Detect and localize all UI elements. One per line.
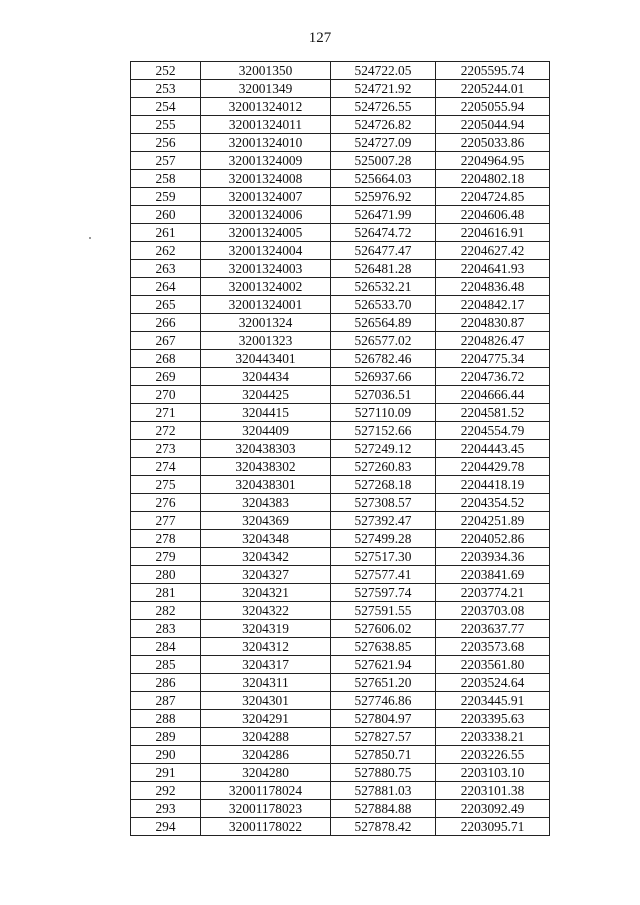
point-index-cell: 275	[131, 476, 201, 494]
point-index-cell: 260	[131, 206, 201, 224]
point-id-cell: 32001324009	[201, 152, 331, 170]
point-index-cell: 255	[131, 116, 201, 134]
table-row	[131, 350, 550, 368]
x-coordinate-cell: 524722.05	[331, 62, 436, 80]
point-id-cell: 32001324004	[201, 242, 331, 260]
point-index-cell: 265	[131, 296, 201, 314]
point-index-cell: 263	[131, 260, 201, 278]
y-coordinate-cell: 2203095.71	[436, 818, 550, 836]
point-id-cell: 32001324002	[201, 278, 331, 296]
x-coordinate-cell: 527881.03	[331, 782, 436, 800]
y-coordinate-cell: 2205595.74	[436, 62, 550, 80]
point-index-cell: 284	[131, 638, 201, 656]
point-id-cell: 3204434	[201, 368, 331, 386]
point-id-cell: 32001324012	[201, 98, 331, 116]
table-row	[131, 548, 550, 566]
table-row	[131, 116, 550, 134]
table-row	[131, 782, 550, 800]
x-coordinate-cell: 527827.57	[331, 728, 436, 746]
y-coordinate-cell: 2204429.78	[436, 458, 550, 476]
table-row	[131, 620, 550, 638]
table-row	[131, 818, 550, 836]
point-index-cell: 266	[131, 314, 201, 332]
y-coordinate-cell: 2203561.80	[436, 656, 550, 674]
point-id-cell: 3204301	[201, 692, 331, 710]
y-coordinate-cell: 2205244.01	[436, 80, 550, 98]
x-coordinate-cell: 524721.92	[331, 80, 436, 98]
y-coordinate-cell: 2203703.08	[436, 602, 550, 620]
y-coordinate-cell: 2204666.44	[436, 386, 550, 404]
x-coordinate-cell: 524726.55	[331, 98, 436, 116]
point-id-cell: 32001178024	[201, 782, 331, 800]
x-coordinate-cell: 525976.92	[331, 188, 436, 206]
y-coordinate-cell: 2205044.94	[436, 116, 550, 134]
y-coordinate-cell: 2203092.49	[436, 800, 550, 818]
y-coordinate-cell: 2203103.10	[436, 764, 550, 782]
y-coordinate-cell: 2204964.95	[436, 152, 550, 170]
x-coordinate-cell: 527621.94	[331, 656, 436, 674]
x-coordinate-cell: 526577.02	[331, 332, 436, 350]
y-coordinate-cell: 2204606.48	[436, 206, 550, 224]
table-row	[131, 152, 550, 170]
table-row	[131, 260, 550, 278]
point-index-cell: 257	[131, 152, 201, 170]
point-index-cell: 256	[131, 134, 201, 152]
x-coordinate-cell: 526474.72	[331, 224, 436, 242]
y-coordinate-cell: 2204554.79	[436, 422, 550, 440]
point-id-cell: 32001324	[201, 314, 331, 332]
point-id-cell: 3204291	[201, 710, 331, 728]
x-coordinate-cell: 526533.70	[331, 296, 436, 314]
y-coordinate-cell: 2204443.45	[436, 440, 550, 458]
x-coordinate-cell: 527499.28	[331, 530, 436, 548]
y-coordinate-cell: 2204836.48	[436, 278, 550, 296]
y-coordinate-cell: 2204052.86	[436, 530, 550, 548]
x-coordinate-cell: 527249.12	[331, 440, 436, 458]
table-row	[131, 476, 550, 494]
y-coordinate-cell: 2203774.21	[436, 584, 550, 602]
x-coordinate-cell: 524727.09	[331, 134, 436, 152]
table-row	[131, 656, 550, 674]
y-coordinate-cell: 2203573.68	[436, 638, 550, 656]
point-index-cell: 269	[131, 368, 201, 386]
point-index-cell: 253	[131, 80, 201, 98]
x-coordinate-cell: 527260.83	[331, 458, 436, 476]
point-id-cell: 32001178023	[201, 800, 331, 818]
point-index-cell: 293	[131, 800, 201, 818]
y-coordinate-cell: 2203395.63	[436, 710, 550, 728]
point-id-cell: 320438301	[201, 476, 331, 494]
point-index-cell: 277	[131, 512, 201, 530]
y-coordinate-cell: 2204842.17	[436, 296, 550, 314]
coordinates-table-body	[131, 62, 550, 836]
point-id-cell: 3204322	[201, 602, 331, 620]
point-index-cell: 262	[131, 242, 201, 260]
point-id-cell: 32001324008	[201, 170, 331, 188]
table-row	[131, 278, 550, 296]
y-coordinate-cell: 2204802.18	[436, 170, 550, 188]
point-index-cell: 287	[131, 692, 201, 710]
x-coordinate-cell: 527110.09	[331, 404, 436, 422]
y-coordinate-cell: 2204830.87	[436, 314, 550, 332]
point-id-cell: 3204288	[201, 728, 331, 746]
point-id-cell: 3204286	[201, 746, 331, 764]
table-row	[131, 404, 550, 422]
y-coordinate-cell: 2205055.94	[436, 98, 550, 116]
table-row	[131, 386, 550, 404]
point-id-cell: 3204317	[201, 656, 331, 674]
x-coordinate-cell: 527597.74	[331, 584, 436, 602]
y-coordinate-cell: 2203524.64	[436, 674, 550, 692]
point-id-cell: 32001324010	[201, 134, 331, 152]
table-row	[131, 602, 550, 620]
table-row	[131, 800, 550, 818]
y-coordinate-cell: 2204641.93	[436, 260, 550, 278]
point-id-cell: 32001324001	[201, 296, 331, 314]
x-coordinate-cell: 526481.28	[331, 260, 436, 278]
point-id-cell: 32001324011	[201, 116, 331, 134]
point-id-cell: 3204425	[201, 386, 331, 404]
point-index-cell: 283	[131, 620, 201, 638]
point-id-cell: 32001324007	[201, 188, 331, 206]
point-index-cell: 271	[131, 404, 201, 422]
point-index-cell: 252	[131, 62, 201, 80]
x-coordinate-cell: 526477.47	[331, 242, 436, 260]
point-index-cell: 292	[131, 782, 201, 800]
point-index-cell: 274	[131, 458, 201, 476]
point-id-cell: 32001324006	[201, 206, 331, 224]
y-coordinate-cell: 2203637.77	[436, 620, 550, 638]
point-id-cell: 3204319	[201, 620, 331, 638]
table-row	[131, 764, 550, 782]
y-coordinate-cell: 2204616.91	[436, 224, 550, 242]
table-row	[131, 170, 550, 188]
y-coordinate-cell: 2203338.21	[436, 728, 550, 746]
table-row	[131, 188, 550, 206]
table-row	[131, 134, 550, 152]
point-index-cell: 270	[131, 386, 201, 404]
table-row	[131, 674, 550, 692]
table-row	[131, 440, 550, 458]
x-coordinate-cell: 527152.66	[331, 422, 436, 440]
x-coordinate-cell: 527392.47	[331, 512, 436, 530]
x-coordinate-cell: 526471.99	[331, 206, 436, 224]
point-index-cell: 273	[131, 440, 201, 458]
x-coordinate-cell: 527591.55	[331, 602, 436, 620]
y-coordinate-cell: 2203841.69	[436, 566, 550, 584]
point-id-cell: 32001350	[201, 62, 331, 80]
point-id-cell: 3204327	[201, 566, 331, 584]
x-coordinate-cell: 527606.02	[331, 620, 436, 638]
table-row	[131, 584, 550, 602]
y-coordinate-cell: 2204418.19	[436, 476, 550, 494]
point-id-cell: 3204409	[201, 422, 331, 440]
point-index-cell: 290	[131, 746, 201, 764]
y-coordinate-cell: 2204724.85	[436, 188, 550, 206]
point-index-cell: 280	[131, 566, 201, 584]
x-coordinate-cell: 527884.88	[331, 800, 436, 818]
table-row	[131, 98, 550, 116]
x-coordinate-cell: 525664.03	[331, 170, 436, 188]
page-number: 127	[308, 30, 332, 46]
table-row	[131, 458, 550, 476]
point-index-cell: 276	[131, 494, 201, 512]
y-coordinate-cell: 2204581.52	[436, 404, 550, 422]
y-coordinate-cell: 2204251.89	[436, 512, 550, 530]
table-row	[131, 746, 550, 764]
point-id-cell: 320443401	[201, 350, 331, 368]
point-id-cell: 32001323	[201, 332, 331, 350]
table-row	[131, 692, 550, 710]
point-index-cell: 264	[131, 278, 201, 296]
point-id-cell: 3204321	[201, 584, 331, 602]
point-index-cell: 261	[131, 224, 201, 242]
y-coordinate-cell: 2203445.91	[436, 692, 550, 710]
table-row	[131, 530, 550, 548]
point-index-cell: 286	[131, 674, 201, 692]
x-coordinate-cell: 527804.97	[331, 710, 436, 728]
x-coordinate-cell: 527517.30	[331, 548, 436, 566]
x-coordinate-cell: 524726.82	[331, 116, 436, 134]
point-index-cell: 278	[131, 530, 201, 548]
point-id-cell: 320438302	[201, 458, 331, 476]
point-id-cell: 3204311	[201, 674, 331, 692]
x-coordinate-cell: 526937.66	[331, 368, 436, 386]
table-row	[131, 314, 550, 332]
y-coordinate-cell: 2203226.55	[436, 746, 550, 764]
y-coordinate-cell: 2204826.47	[436, 332, 550, 350]
table-row	[131, 62, 550, 80]
point-index-cell: 258	[131, 170, 201, 188]
point-index-cell: 272	[131, 422, 201, 440]
point-index-cell: 291	[131, 764, 201, 782]
x-coordinate-cell: 527880.75	[331, 764, 436, 782]
point-id-cell: 3204369	[201, 512, 331, 530]
point-id-cell: 32001178022	[201, 818, 331, 836]
table-row	[131, 422, 550, 440]
point-index-cell: 279	[131, 548, 201, 566]
point-id-cell: 3204312	[201, 638, 331, 656]
y-coordinate-cell: 2203101.38	[436, 782, 550, 800]
point-id-cell: 3204348	[201, 530, 331, 548]
x-coordinate-cell: 526782.46	[331, 350, 436, 368]
y-coordinate-cell: 2204627.42	[436, 242, 550, 260]
x-coordinate-cell: 527746.86	[331, 692, 436, 710]
table-row	[131, 728, 550, 746]
y-coordinate-cell: 2205033.86	[436, 134, 550, 152]
coordinates-table	[130, 61, 550, 836]
point-index-cell: 254	[131, 98, 201, 116]
table-row	[131, 332, 550, 350]
table-row	[131, 296, 550, 314]
point-index-cell: 268	[131, 350, 201, 368]
x-coordinate-cell: 527638.85	[331, 638, 436, 656]
y-coordinate-cell: 2204736.72	[436, 368, 550, 386]
y-coordinate-cell: 2204775.34	[436, 350, 550, 368]
point-index-cell: 267	[131, 332, 201, 350]
point-id-cell: 3204280	[201, 764, 331, 782]
x-coordinate-cell: 526564.89	[331, 314, 436, 332]
table-row	[131, 494, 550, 512]
table-row	[131, 368, 550, 386]
point-id-cell: 320438303	[201, 440, 331, 458]
x-coordinate-cell: 527036.51	[331, 386, 436, 404]
x-coordinate-cell: 527651.20	[331, 674, 436, 692]
table-row	[131, 638, 550, 656]
table-row	[131, 512, 550, 530]
x-coordinate-cell: 526532.21	[331, 278, 436, 296]
x-coordinate-cell: 525007.28	[331, 152, 436, 170]
scan-speck	[89, 237, 91, 239]
table-row	[131, 80, 550, 98]
point-id-cell: 32001349	[201, 80, 331, 98]
table-row	[131, 566, 550, 584]
point-index-cell: 288	[131, 710, 201, 728]
x-coordinate-cell: 527577.41	[331, 566, 436, 584]
x-coordinate-cell: 527268.18	[331, 476, 436, 494]
x-coordinate-cell: 527308.57	[331, 494, 436, 512]
table-row	[131, 242, 550, 260]
point-index-cell: 281	[131, 584, 201, 602]
point-index-cell: 289	[131, 728, 201, 746]
point-index-cell: 259	[131, 188, 201, 206]
y-coordinate-cell: 2203934.36	[436, 548, 550, 566]
point-index-cell: 282	[131, 602, 201, 620]
point-id-cell: 32001324005	[201, 224, 331, 242]
table-row	[131, 224, 550, 242]
table-row	[131, 206, 550, 224]
point-index-cell: 285	[131, 656, 201, 674]
y-coordinate-cell: 2204354.52	[436, 494, 550, 512]
point-id-cell: 3204383	[201, 494, 331, 512]
point-id-cell: 3204415	[201, 404, 331, 422]
table-row	[131, 710, 550, 728]
x-coordinate-cell: 527878.42	[331, 818, 436, 836]
point-id-cell: 32001324003	[201, 260, 331, 278]
point-id-cell: 3204342	[201, 548, 331, 566]
x-coordinate-cell: 527850.71	[331, 746, 436, 764]
point-index-cell: 294	[131, 818, 201, 836]
